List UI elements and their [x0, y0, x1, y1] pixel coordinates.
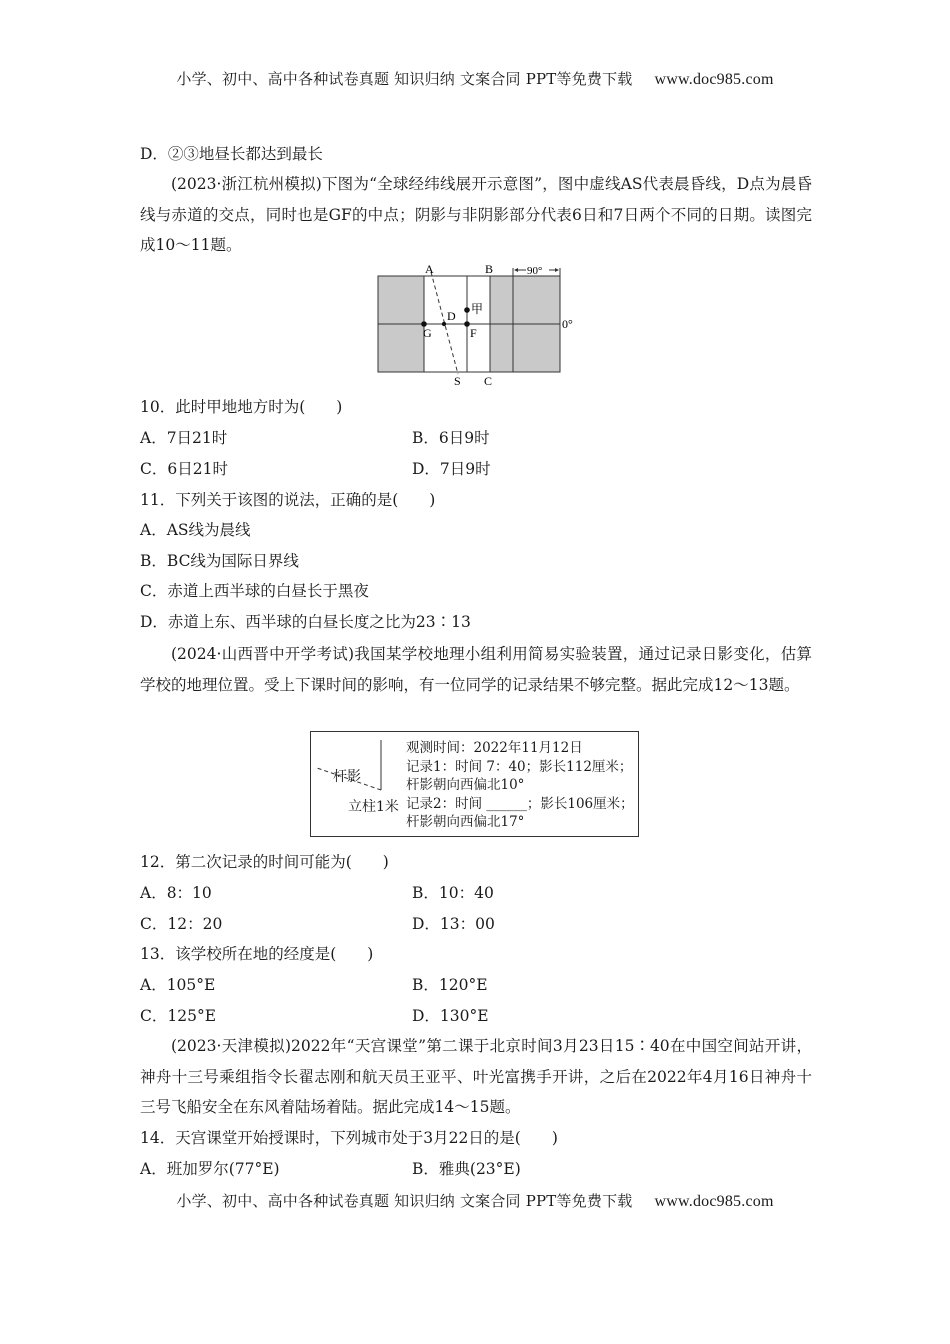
q11-option-c[interactable]: C．赤道上西半球的白昼长于黑夜 [140, 582, 369, 600]
label-f: F [470, 326, 477, 340]
record-line: 杆影朝向西偏北17° [406, 814, 525, 830]
q10-option-a[interactable]: A．7日21时 [140, 429, 228, 447]
q14-option-b[interactable]: B．雅典(23°E) [412, 1160, 521, 1178]
point-f [464, 321, 470, 327]
page-header [0, 68, 950, 89]
page-footer [0, 1190, 950, 1211]
header-url[interactable]: www.doc985.com [654, 71, 774, 88]
q12-option-b[interactable]: B．10：40 [412, 884, 494, 902]
q12-option-a[interactable]: A．8：10 [140, 884, 212, 902]
record-line: 观测时间：2022年11月12日 [406, 740, 583, 756]
label-b: B [485, 262, 494, 276]
label-jia: 甲 [471, 302, 484, 316]
q11-option-a[interactable]: A．AS线为晨线 [140, 521, 251, 539]
label-g: G [423, 326, 432, 340]
intro-14-15-text: (2023·天津模拟)2022年“天宫课堂”第二课于北京时间3月23日15∶40在中国空间站开讲，神舟十三号乘组指令长翟志刚和航天员王亚平、叶光富携手开讲，之后在2022年4月16日神舟十三号飞船安全在东风着陆场着陆。据此完成14～15题。 [140, 1037, 812, 1116]
q13-option-b[interactable]: B．120°E [412, 976, 488, 994]
q10-option-c[interactable]: C．6日21时 [140, 460, 228, 478]
footer-url[interactable]: www.doc985.com [654, 1193, 774, 1210]
footer-text: 小学、初中、高中各种试卷真题 知识归纳 文案合同 PPT等免费下载 [176, 1192, 633, 1210]
q13-option-c[interactable]: C．125°E [140, 1007, 217, 1025]
label-c: C [484, 374, 493, 388]
q9-option-d: D．②③地昼长都达到最长 [140, 145, 323, 163]
q11-option-d[interactable]: D．赤道上东、西半球的白昼长度之比为23∶13 [140, 613, 471, 631]
q14-option-a[interactable]: A．班加罗尔(77°E) [140, 1160, 280, 1178]
record-line: 杆影朝向西偏北10° [406, 777, 525, 793]
intro-12-13 [140, 639, 812, 700]
q11-stem: 11．下列关于该图的说法，正确的是( ) [140, 491, 436, 509]
label-d: D [447, 309, 456, 323]
label-0: 0° [562, 317, 573, 331]
point-jia [464, 307, 470, 313]
q13-stem: 13．该学校所在地的经度是( ) [140, 945, 374, 963]
intro-10-11-text: (2023·浙江杭州模拟)下图为“全球经纬线展开示意图”，图中虚线AS代表晨昏线，D点为晨昏线与赤道的交点，同时也是GF的中点；阴影与非阴影部分代表6日和7日两个不同的日期。读图完成10～11题。 [140, 175, 812, 254]
shadow-record-box [310, 731, 639, 837]
q10-option-d[interactable]: D．7日9时 [412, 460, 491, 478]
q13-option-a[interactable]: A．105°E [140, 976, 216, 994]
shadow-label: 杆影 [333, 769, 361, 785]
header-text: 小学、初中、高中各种试卷真题 知识归纳 文案合同 PPT等免费下载 [176, 70, 633, 88]
q10-stem: 10．此时甲地地方时为( ) [140, 398, 343, 416]
point-d [442, 322, 446, 326]
graticule-figure [366, 258, 592, 388]
label-90: 90° [527, 265, 543, 277]
label-s: S [454, 374, 461, 388]
q11-option-b[interactable]: B．BC线为国际日界线 [140, 552, 299, 570]
q12-option-d[interactable]: D．13：00 [412, 915, 495, 933]
pole-label: 立柱1米 [348, 799, 399, 815]
label-a: A [425, 262, 434, 276]
intro-14-15 [140, 1031, 812, 1123]
intro-10-11 [140, 169, 812, 261]
intro-12-13-text: (2024·山西晋中开学考试)我国某学校地理小组利用简易实验装置，通过记录日影变化，估算学校的地理位置。受上下课时间的影响，有一位同学的记录结果不够完整。据此完成12～13题。 [140, 645, 812, 694]
q13-option-d[interactable]: D．130°E [412, 1007, 489, 1025]
q12-option-c[interactable]: C．12：20 [140, 915, 223, 933]
q14-stem: 14．天宫课堂开始授课时，下列城市处于3月22日的是( ) [140, 1129, 558, 1147]
record-line: 记录1：时间 7：40；影长112厘米； [406, 758, 633, 775]
q10-option-b[interactable]: B．6日9时 [412, 429, 490, 447]
q12-stem: 12．第二次记录的时间可能为( ) [140, 853, 389, 871]
record-line: 记录2：时间 ______；影长106厘米； [406, 795, 634, 812]
record-text [406, 739, 634, 832]
